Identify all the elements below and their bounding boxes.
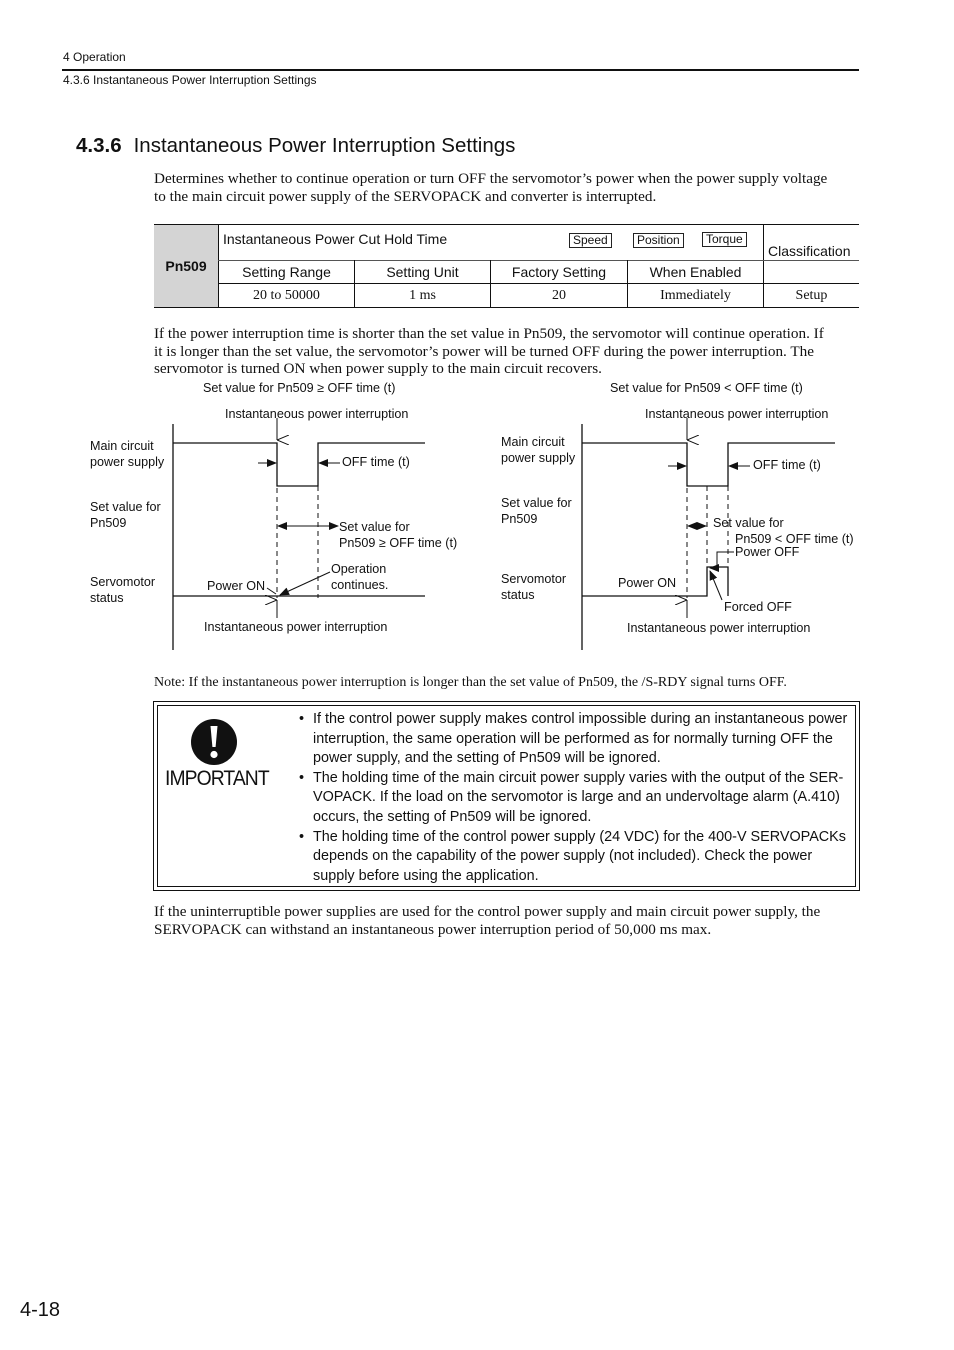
exclamation-icon	[189, 717, 245, 767]
header-when-enabled: When Enabled	[649, 264, 742, 280]
right-title: Set value for Pn509 < OFF time (t)	[610, 381, 803, 395]
tag-torque: Torque	[702, 232, 747, 247]
param-name: Instantaneous Power Cut Hold Time	[223, 231, 448, 247]
section-number: 4.3.6	[76, 134, 122, 157]
value-factory-setting: 20	[552, 287, 566, 303]
value-classification: Setup	[795, 287, 828, 303]
closing-paragraph	[154, 903, 859, 938]
param-number: Pn509	[165, 258, 207, 274]
tag-speed: Speed	[569, 233, 612, 248]
right-forced-off: Forced OFF	[724, 600, 792, 614]
right-row-set-value: Set value for Pn509	[501, 496, 572, 526]
intro-line: Determines whether to continue operation or turn OFF the servomotor’s power when the power supply voltage	[154, 170, 828, 187]
left-operation-continues: Operation continues.	[331, 562, 389, 592]
right-top-label: Instantaneous power interruption	[645, 407, 829, 421]
value-when-enabled: Immediately	[660, 287, 731, 303]
left-set-value-label: Set value for Pn509 ≥ OFF time (t)	[339, 520, 458, 550]
page-number: 4-18	[20, 1299, 61, 1321]
explanation-line: servomotor is turned ON when power supply to the main circuit recovers.	[154, 360, 602, 377]
running-header-chapter: 4 Operation	[63, 50, 126, 64]
closing-line: SERVOPACK can withstand an instantaneous power interruption period of 50,000 ms max.	[154, 920, 712, 938]
left-bottom-label: Instantaneous power interruption	[204, 620, 388, 634]
important-item: • The holding time of the main circuit power supply varies with the output of the SER-VOPACK. If the load on the servomotor is large and an undervoltage alarm (A.410) occurs, the setting of Pn509 will be ignored.	[299, 769, 855, 828]
left-off-time: OFF time (t)	[342, 455, 410, 469]
left-power-on: Power ON	[207, 579, 266, 593]
classification-header: Classification	[768, 243, 851, 259]
left-title: Set value for Pn509 ≥ OFF time (t)	[203, 381, 396, 395]
left-row-servomotor: Servomotor status	[90, 575, 156, 605]
value-setting-range: 20 to 50000	[253, 287, 320, 303]
closing-line: If the uninterruptible power supplies are used for the control power supply and main circuit power supply, the	[154, 903, 821, 920]
header-setting-unit: Setting Unit	[386, 264, 459, 280]
important-list	[299, 710, 855, 886]
left-row-set-value: Set value for Pn509	[90, 500, 161, 530]
important-box	[153, 701, 860, 891]
right-power-on: Power ON	[618, 576, 677, 590]
important-label: IMPORTANT	[165, 767, 269, 790]
right-bottom-label: Instantaneous power interruption	[627, 621, 811, 635]
header-setting-range: Setting Range	[242, 264, 331, 280]
intro-line: to the main circuit power supply of the SERVOPACK and converter is interrupted.	[154, 187, 657, 205]
important-item: • If the control power supply makes control impossible during an instantaneous power interruption, the same operation will be performed as for normally turning OFF the power supply, and the setting of Pn509 will be ignored.	[299, 710, 855, 769]
right-set-value-label: Set value for Pn509 < OFF time (t)	[713, 516, 854, 546]
left-top-label: Instantaneous power interruption	[225, 407, 409, 421]
section-title-text: Instantaneous Power Interruption Settings	[133, 134, 516, 157]
explanation-line: If the power interruption time is shorter than the set value in Pn509, the servomotor will continue operation. If	[154, 325, 824, 342]
explanation-line: it is longer than the set value, the servomotor’s power will be turned OFF during the power interruption. The	[154, 342, 814, 360]
header-factory-setting: Factory Setting	[511, 264, 607, 280]
running-header-section: 4.3.6 Instantaneous Power Interruption Settings	[63, 73, 317, 87]
right-off-time: OFF time (t)	[753, 458, 821, 472]
value-setting-unit: 1 ms	[409, 287, 436, 303]
right-row-servomotor: Servomotor status	[501, 572, 567, 602]
right-row-main-circuit: Main circuit power supply	[501, 435, 576, 465]
important-item: • The holding time of the control power supply (24 VDC) for the 400-V SERVOPACKs depends on the capability of the power supply (not included). Check the power supply before using the application.	[299, 828, 855, 887]
tag-position: Position	[633, 233, 684, 248]
right-power-off: Power OFF	[735, 545, 800, 559]
left-row-main-circuit: Main circuit power supply	[90, 439, 165, 469]
note: Note: If the instantaneous power interruption is longer than the set value of Pn509, the /S-RDY signal turns OFF.	[154, 675, 787, 690]
